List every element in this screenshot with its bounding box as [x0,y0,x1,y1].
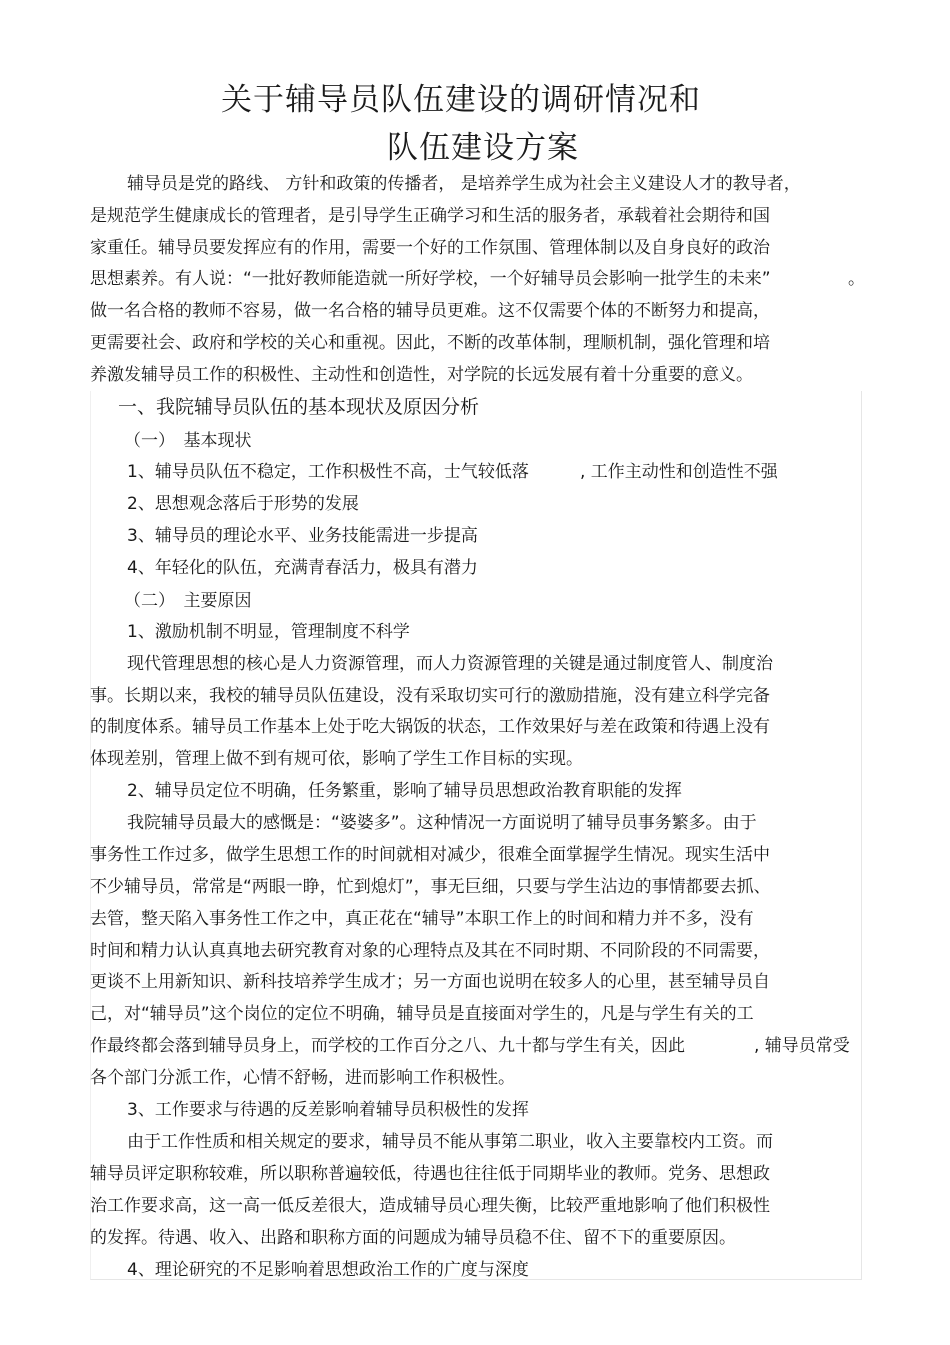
reason-body-line: 治工作要求高，这一高一低反差很大，造成辅导员心理失衡，比较严重地影响了他们积极性 [90,1196,770,1216]
reason-body-line: 各个部门分派工作，心情不舒畅，进而影响工作积极性。 [90,1068,515,1088]
intro-line: 思想素养。有人说：“一批好教师能造就一所好学校，一个好辅导员会影响一批学生的未来” [90,269,771,289]
status-item: 3、辅导员的理论水平、业务技能需进一步提高 [127,526,478,546]
reason-body-line: 由于工作性质和相关规定的要求，辅导员不能从事第二职业，收入主要靠校内工资。而 [127,1132,773,1152]
intro-trailing-mark: 。 [848,269,865,289]
reason-body-line: 我院辅导员最大的感慨是：“婆婆多”。这种情况一方面说明了辅导员事务繁多。由于 [127,813,757,833]
reason-body-line: 更谈不上用新知识、新科技培养学生成才；另一方面也说明在较多人的心里，甚至辅导员自 [90,972,770,992]
intro-line: 养激发辅导员工作的积极性、主动性和创造性，对学院的长远发展有着十分重要的意义。 [90,365,753,385]
doc-title-line2: 队伍建设方案 [387,130,579,166]
reason-body-line: 时间和精力认认真真地去研究教育对象的心理特点及其在不同时期、不同阶段的不同需要， [90,941,770,961]
reason-body-line: 的发挥。待遇、收入、出路和职称方面的问题成为辅导员稳不住、留不下的重要原因。 [90,1228,736,1248]
intro-line: 做一名合格的教师不容易，做一名合格的辅导员更难。这不仅需要个体的不断努力和提高， [90,301,770,321]
reason-body-line: 己，对“辅导员”这个岗位的定位不明确，辅导员是直接面对学生的，凡是与学生有关的工 [90,1004,754,1024]
reason-body-line: 不少辅导员，常常是“两眼一睁，忙到熄灯”，事无巨细，只要与学生沾边的事情都要去抓、 [90,877,771,897]
intro-line: 家重任。辅导员要发挥应有的作用，需要一个好的工作氛围、管理体制以及自身良好的政治 [90,238,770,258]
reason-body-line: 的制度体系。辅导员工作基本上处于吃大锅饭的状态，工作效果好与差在政策和待遇上没有 [90,717,770,737]
reason-body-continuation: , 辅导员常受 [754,1036,850,1056]
reason-body-line: 辅导员评定职称较难，所以职称普遍较低，待遇也往往低于同期毕业的教师。党务、思想政 [90,1164,770,1184]
reason-body-line: 事务性工作过多，做学生思想工作的时间就相对减少，很难全面掌握学生情况。现实生活中 [90,845,770,865]
reason-body-line: 去管，整天陷入事务性工作之中，真正花在“辅导”本职工作上的时间和精力并不多，没有 [90,909,754,929]
intro-line: 辅导员是党的路线、 方针和政策的传播者， 是培养学生成为社会主义建设人才的教导者， [127,174,801,194]
reason-title: 3、工作要求与待遇的反差影响着辅导员积极性的发挥 [127,1100,529,1120]
reason-body-line: 体现差别，管理上做不到有规可依，影响了学生工作目标的实现。 [90,749,583,769]
subsection-heading: （二） 主要原因 [124,591,252,611]
reason-body-line: 事。长期以来，我校的辅导员队伍建设，没有采取切实可行的激励措施，没有建立科学完备 [90,686,770,706]
subsection-heading: （一） 基本现状 [124,431,252,451]
reason-title: 4、理论研究的不足影响着思想政治工作的广度与深度 [127,1260,529,1280]
intro-line: 更需要社会、政府和学校的关心和重视。因此，不断的改革体制，理顺机制，强化管理和培 [90,333,770,353]
reason-body-line: 现代管理思想的核心是人力资源管理，而人力资源管理的关键是通过制度管人、制度治 [127,654,773,674]
status-item: 2、思想观念落后于形势的发展 [127,494,359,514]
status-item: 4、年轻化的队伍，充满青春活力，极具有潜力 [127,558,478,578]
reason-title: 1、激励机制不明显，管理制度不科学 [127,622,410,642]
reason-title: 2、辅导员定位不明确，任务繁重，影响了辅导员思想政治教育职能的发挥 [127,781,682,801]
intro-line: 是规范学生健康成长的管理者，是引导学生正确学习和生活的服务者，承载着社会期待和国 [90,206,770,226]
status-item-continuation: , 工作主动性和创造性不强 [580,462,778,482]
section-heading: 一、我院辅导员队伍的基本现状及原因分析 [118,396,480,418]
status-item: 1、辅导员队伍不稳定，工作积极性不高，士气较低落 [127,462,529,482]
doc-title-line1: 关于辅导员队伍建设的调研情况和 [221,82,701,118]
reason-body-line: 作最终都会落到辅导员身上，而学校的工作百分之八、九十都与学生有关，因此 [90,1036,685,1056]
